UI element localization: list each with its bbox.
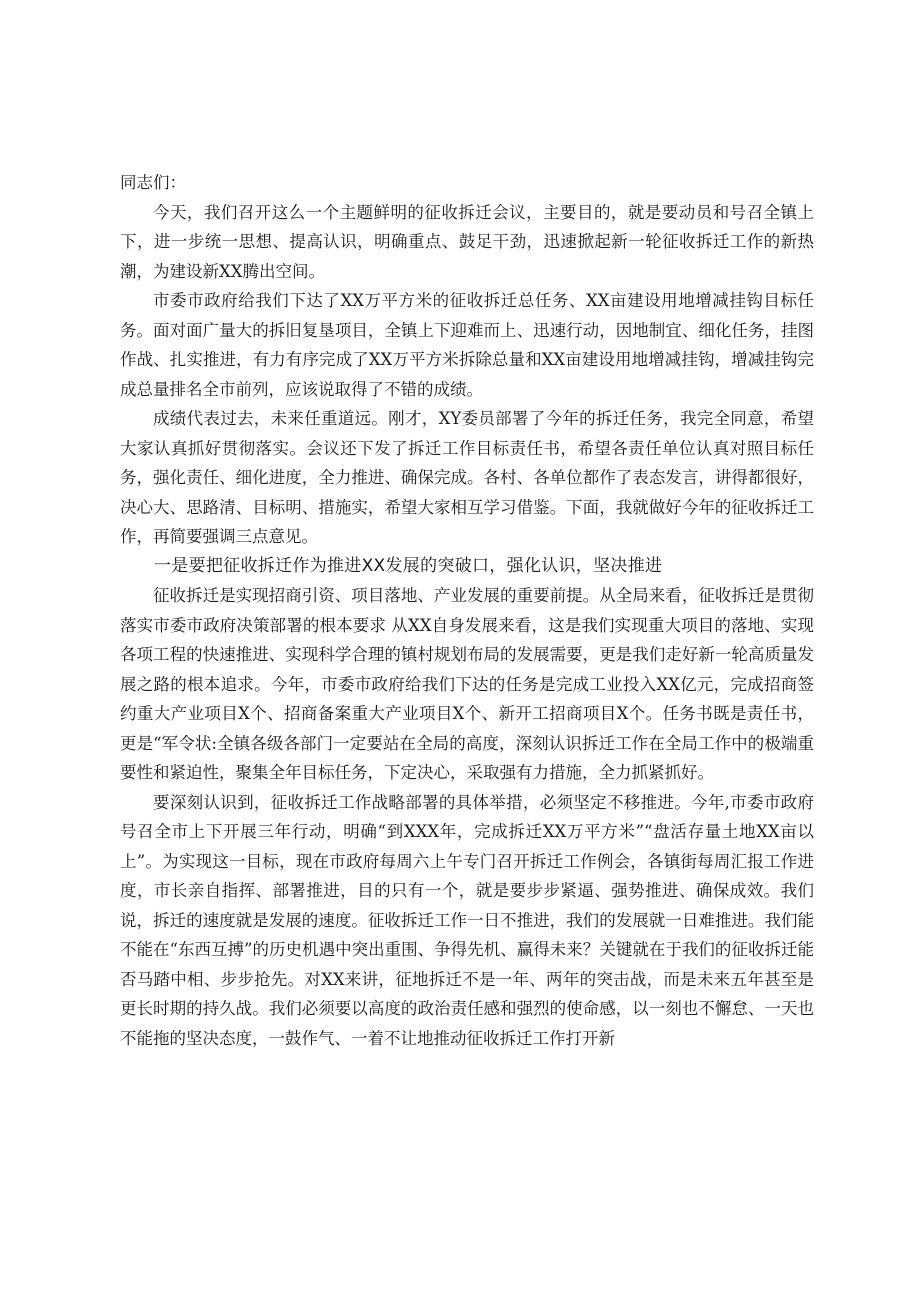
section-heading-1: 一是要把征收拆迁作为推进XX发展的突破口，强化认识，坚决推进 — [154, 555, 663, 576]
paragraph-transition: 成绩代表过去，未来任重道远。刚才，XY委员部署了今年的拆迁任务，我完全同意，希望大家认真抓好贯彻落实。会议还下发了拆迁工作目标责任书，希望各责任单位认真对照目标任务，强化责任、细化进度，全力推进、确保完成。各村、各单位都作了表态发言，讲得都很好，决心大、思路清、目标明、措施实，希望大家相互学习借鉴。下面，我就做好今年的征收拆迁工作，再简要强调三点意见。 — [120, 409, 814, 546]
document-body — [120, 168, 814, 1053]
paragraph-section-1a: 征收拆迁是实现招商引资、项目落地、产业发展的重要前提。从全局来看，征收拆迁是贯彻落实市委市政府决策部署的根本要求 从XX自身发展来看，这是我们实现重大项目的落地、实现各项工程的快速推进、实现科学合理的镇村规划布局的发展需要，更是我们走好新一轮高质量发展之路的根本追求。今年，市委市政府给我们下达的任务是完成工业投入XX亿元，完成招商签约重大产业项目X个、招商备案重大产业项目X个、新开工招商项目X个。任务书既是责任书，更是“军令状:全镇各级各部门一定要站在全局的高度，深刻认识拆迁工作在全局工作中的极端重要性和紧迫性，聚集全年目标任务，下定决心，采取强有力措施，全力抓紧抓好。 — [120, 586, 814, 782]
salutation: 同志们： — [120, 173, 186, 192]
paragraph-achievements: 市委市政府给我们下达了XX万平方米的征收拆迁总任务、XX亩建设用地增减挂钩目标任务。面对面广量大的拆旧复垦项目，全镇上下迎难而上、迅速行动，因地制宜、细化任务，挂图作战、扎实推进，有力有序完成了XX万平方米拆除总量和XX亩建设用地增减挂钩，增减挂钩完成总量排名全市前列，应该说取得了不错的成绩。 — [120, 291, 814, 399]
paragraph-opening: 今天，我们召开这么一个主题鲜明的征收拆迁会议，主要目的，就是要动员和号召全镇上下，进一步统一思想、提高认识，明确重点、鼓足干劲，迅速掀起新一轮征收拆迁工作的新热潮，为建设新XX腾出空间。 — [120, 202, 814, 281]
paragraph-section-1b: 要深刻认识到，征收拆迁工作战略部署的具体举措，必须坚定不移推进。今年,市委市政府号召全市上下开展三年行动，明确“到XXX年，完成拆迁XX万平方米”“盘活存量土地XX亩以上”。为实现这一目标，现在市政府每周六上午专门召开拆迁工作例会，各镇街每周汇报工作进度，市长亲自指挥、部署推进，目的只有一个，就是要步步紧逼、强势推进、确保成效。我们说，拆迁的速度就是发展的速度。征收拆迁工作一日不推进，我们的发展就一日难推进。我们能不能在“东西互搏”的历史机遇中突出重围、争得先机、赢得未来？关键就在于我们的征收拆迁能否马踏中相、步步抢先。对XX来讲，征地拆迁不是一年、两年的突击战，而是未来五年甚至是更长时期的持久战。我们必须要以高度的政治责任感和强烈的使命感，以一刻也不懈怠、一天也不能拖的坚决态度，一鼓作气、一着不让地推动征收拆迁工作打开新 — [120, 792, 814, 1048]
